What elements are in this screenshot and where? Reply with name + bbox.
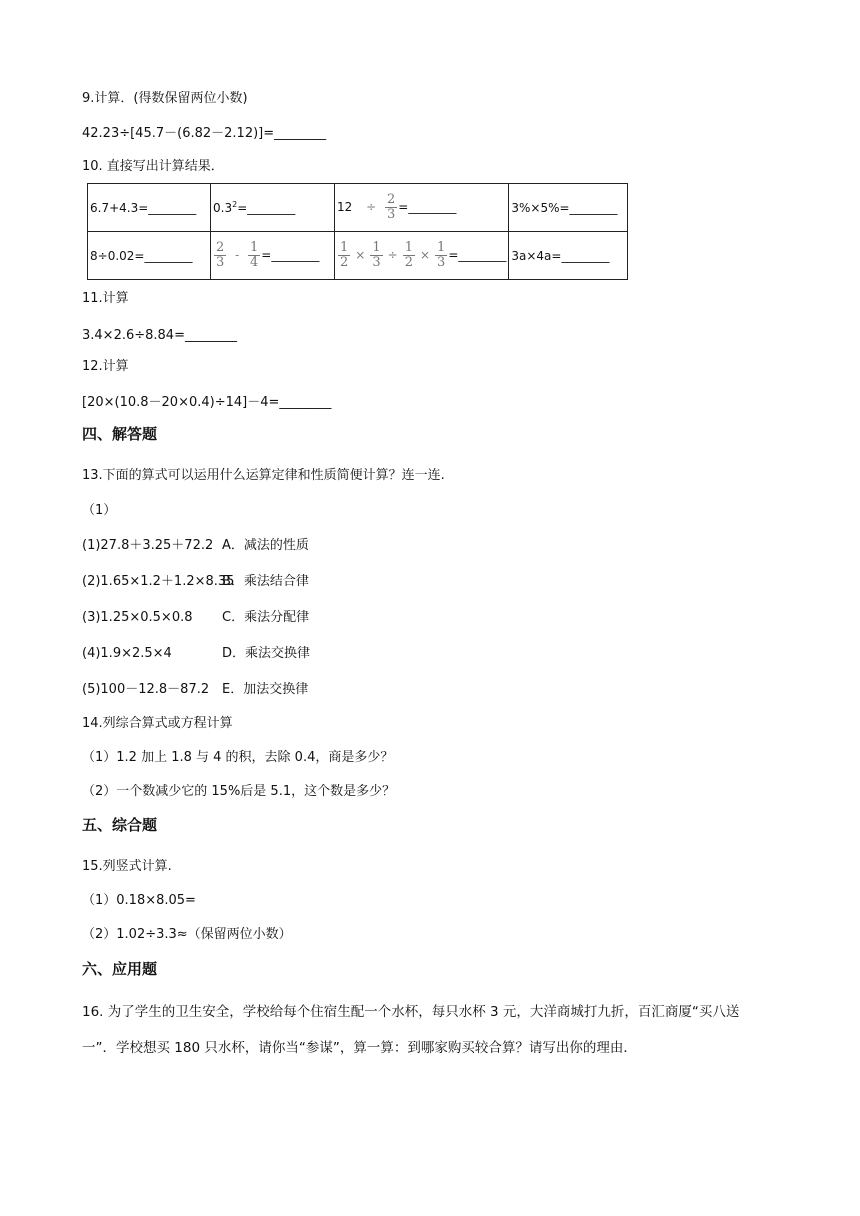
fraction: $\frac{1}{3}$ — [372, 240, 381, 270]
q12-title: 12.计算 — [82, 359, 129, 374]
q10-cell-6: $\frac{2}{3}$ - $\frac{1}{4}$ =________ — [211, 232, 335, 280]
fraction: $\frac{1}{2}$ — [340, 240, 349, 270]
q16-text: 16. 为了学生的卫生安全，学校给每个住宿生配一个水杯，每只水杯 3 元，大洋商城打九折，百汇商厦“买八送一”．学校想买 180 只水杯，请你当“参谋”，算一算：到哪家购买较合算？请写出你的理由． — [82, 1004, 740, 1056]
section-6-heading: 六、应用题 — [82, 960, 158, 978]
q13-row: (4)1.9×2.5×4 D．乘法交换律 — [82, 646, 311, 661]
q12-expression: [20×(10.8－20×0.4)÷14]－4=________ — [82, 395, 332, 410]
q14-part-1: （1）1.2 加上 1.8 与 4 的积，去除 0.4，商是多少？ — [82, 750, 394, 765]
q15-part-2: （2）1.02÷3.3≈（保留两位小数） — [82, 927, 292, 942]
q13-title: 13.下面的算式可以运用什么运算定律和性质简便计算？连一连. — [82, 468, 445, 483]
fraction: $\frac{2}{3}$ — [216, 240, 225, 270]
q10-cell-3: 12 ÷ $\frac{2}{3}$ =________ — [335, 184, 509, 232]
q15-title: 15.列竖式计算. — [82, 859, 172, 874]
section-4-heading: 四、解答题 — [82, 425, 158, 443]
q10-cell-8: 3a×4a=________ — [509, 232, 628, 280]
q10-cell-7: $\frac{1}{2}$ × $\frac{1}{3}$ ÷ $\frac{1}{2}$ × $\frac{1}{3}$ =________ — [335, 232, 509, 280]
q13-row: (3)1.25×0.5×0.8 C．乘法分配律 — [82, 610, 310, 625]
fraction: $\frac{1}{4}$ — [250, 240, 259, 270]
section-5-heading: 五、综合题 — [82, 816, 158, 834]
q13-sub: （1） — [82, 503, 117, 518]
q14-part-2: （2）一个数减少它的 15%后是 5.1，这个数是多少？ — [82, 784, 396, 799]
fraction: $\frac{1}{2}$ — [404, 240, 413, 270]
q10-cell-1: 6.7+4.3=________ — [88, 184, 211, 232]
q10-title: 10. 直接写出计算结果． — [82, 159, 224, 174]
q11-expression: 3.4×2.6÷8.84=________ — [82, 328, 237, 343]
q13-row: (2)1.65×1.2＋1.2×8.35B．乘法结合律 — [82, 574, 309, 589]
q9-expression: 42.23÷[45.7－(6.82－2.12)]=________ — [82, 126, 327, 141]
q13-row: (5)100－12.8－87.2 E．加法交换律 — [82, 682, 309, 697]
q9-title: 9.计算．(得数保留两位小数) — [82, 91, 248, 106]
q14-title: 14.列综合算式或方程计算 — [82, 716, 233, 731]
q10-cell-2: $0.3^2=\_\_\_\_\_\_\_\_$ — [211, 184, 335, 232]
q10-cell-4: 3%×5%=________ — [509, 184, 628, 232]
fraction: $\frac{1}{3}$ — [437, 240, 446, 270]
fraction: $\frac{2}{3}$ — [387, 192, 396, 222]
q10-cell-5: 8÷0.02=________ — [88, 232, 211, 280]
q15-part-1: （1）0.18×8.05= — [82, 893, 196, 908]
q11-title: 11.计算 — [82, 291, 129, 306]
q10-calc-table — [87, 183, 628, 280]
q13-row: (1)27.8＋3.25＋72.2 A．减法的性质 — [82, 538, 309, 553]
